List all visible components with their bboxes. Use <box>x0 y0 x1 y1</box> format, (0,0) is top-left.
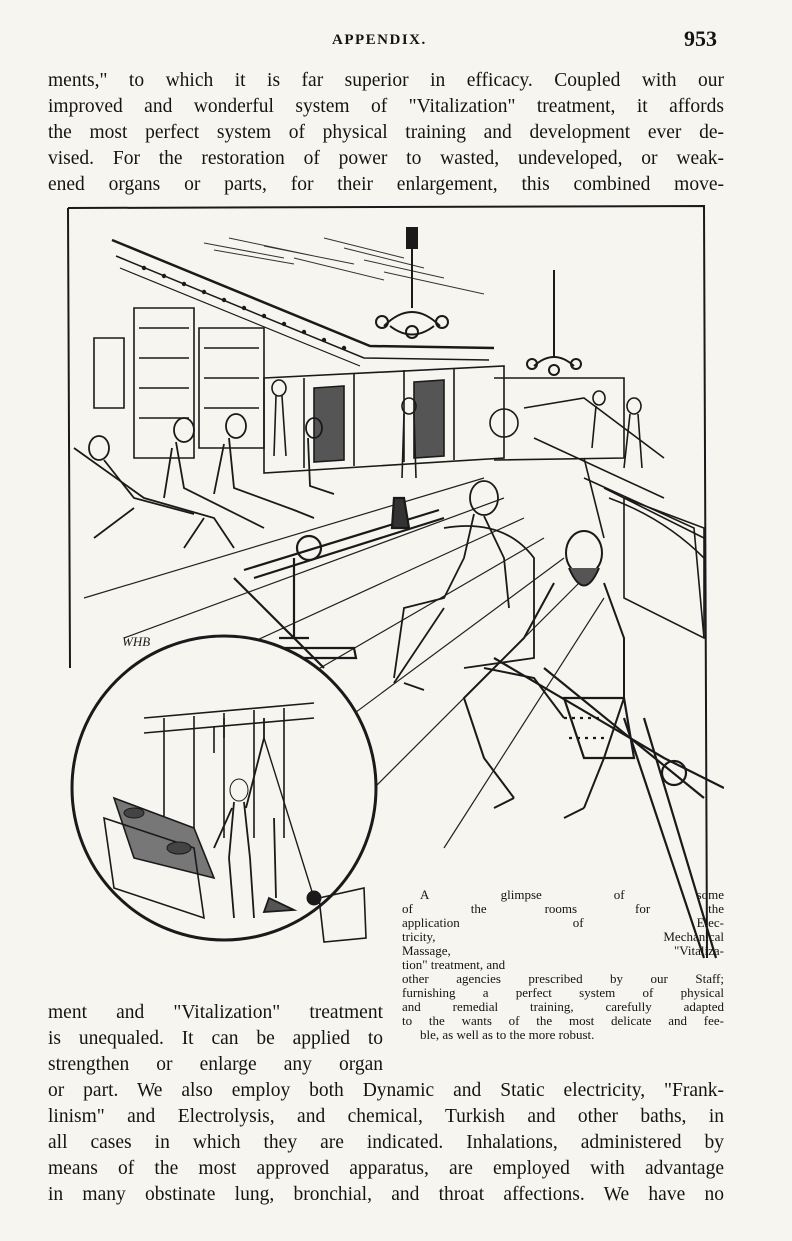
text-line: linism" and Electrolysis, and chemical, Turkish and other baths, in <box>48 1106 724 1127</box>
caption-line: tion" treatment, and <box>402 957 506 972</box>
text-line: the most perfect system of physical training and development ever de- <box>48 122 724 143</box>
text-line: means of the most approved apparatus, are employed with advantage <box>48 1158 724 1179</box>
caption-line: ble, as well as to the more robust. <box>420 1027 595 1042</box>
caption-line: and remedial training, carefully adapted <box>402 999 724 1014</box>
chandelier-icon <box>527 270 581 375</box>
running-head: APPENDIX. <box>332 32 427 48</box>
text-line: ened organs or parts, for their enlargement, this combined move- <box>48 174 724 195</box>
treatment-rooms-engraving <box>64 198 724 998</box>
text-line: in many obstinate lung, bronchial, and throat affections. We have no <box>48 1184 724 1205</box>
text-line: all cases in which they are indicated. Inhalations, administered by <box>48 1132 724 1153</box>
gymnasium-inset <box>72 636 376 942</box>
caption-line: tricity, Mechanical <box>402 929 724 944</box>
text-line: ments," to which it is far superior in efficacy. Coupled with our <box>48 70 724 91</box>
caption-line: to the wants of the most delicate and fee- <box>402 1013 724 1028</box>
caption-line: of the rooms for the <box>402 901 724 916</box>
caption-line: furnishing a perfect system of physical <box>402 985 724 1000</box>
text-line: improved and wonderful system of "Vitalization" treatment, it affords <box>48 96 724 117</box>
caption-line: other agencies prescribed by our Staff; <box>402 971 724 986</box>
artist-signature: WHB <box>122 634 151 649</box>
page-header <box>0 26 792 56</box>
text-line: is unequaled. It can be applied to <box>48 1028 383 1049</box>
text-line: strengthen or enlarge any organ <box>48 1054 383 1075</box>
text-line: vised. For the restoration of power to wasted, undeveloped, or weak- <box>48 148 724 169</box>
text-line: ment and "Vitalization" treatment <box>48 1002 383 1023</box>
chandelier-icon <box>376 228 448 338</box>
page-number: 953 <box>684 26 717 51</box>
caption-line: A glimpse of some <box>420 887 724 902</box>
illustration-caption <box>402 888 724 1042</box>
text-line: or part. We also employ both Dynamic and Static electricity, "Frank- <box>48 1080 724 1101</box>
caption-line: Massage, "Vitaliza- <box>402 943 724 958</box>
caption-line: application of Elec- <box>402 915 724 930</box>
